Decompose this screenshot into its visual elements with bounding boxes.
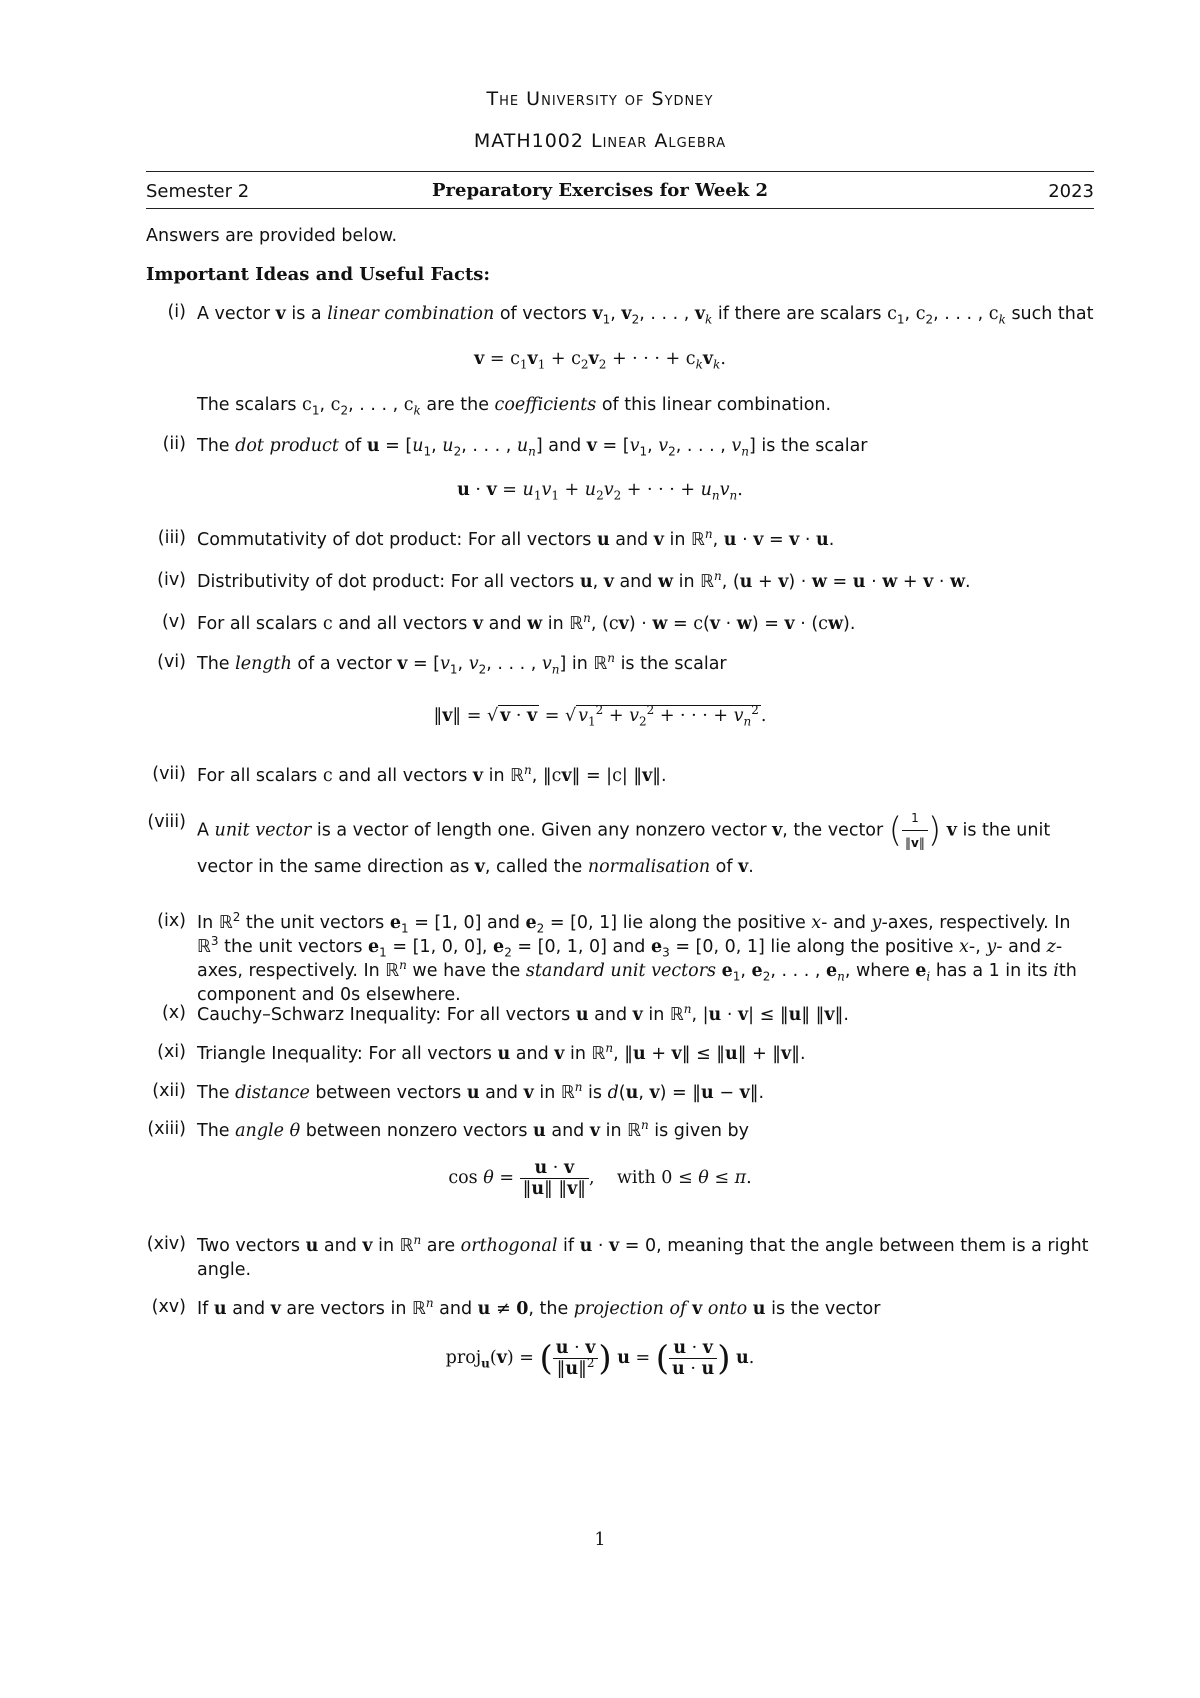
item-text: If u and v are vectors in ℝ$^n$ and u ≠ 0, the projection of v onto u is the vector [197, 1296, 881, 1319]
equation: proj$_u$(v) = ( $\frac{u \cdot v}{‖u‖^2}$ ) u = ( $\frac{u \cdot v}{u \cdot u}$ ) u. [445, 1338, 755, 1379]
item-label: (i) [167, 302, 186, 322]
item-label: (vii) [152, 764, 186, 784]
item-label: (iii) [157, 528, 186, 548]
equation: ‖v‖ = √ v · v = √ $v_1^2 + v_2^2$ + · · · + $v_n^2$ . [433, 703, 767, 729]
item-label: (xv) [151, 1297, 186, 1317]
item-text: Triangle Inequality: For all vectors u and v in ℝ$^n$, ‖u + v‖ ≤ ‖u‖ + ‖v‖. [197, 1041, 806, 1064]
year-label: 2023 [1048, 181, 1094, 202]
item-text: The angle θ between nonzero vectors u and v in ℝ$^n$ is given by [197, 1118, 750, 1141]
item-text: A vector v is a linear combination of vectors $v_1$, $v_2$, . . . , $v_k$ if there are scalars $c_1$, $c_2$, . . . , $c_k$ such that [197, 304, 1094, 327]
item-label: (iv) [157, 570, 186, 590]
course-title: MATH1002 Linear Algebra [473, 130, 727, 152]
item-label: (ii) [162, 434, 186, 454]
item-label: (vi) [157, 652, 186, 672]
item-label: (xiv) [146, 1234, 186, 1254]
header-rule-top [146, 171, 1094, 172]
item-label: (xiii) [147, 1119, 186, 1139]
university-name: The University of Sydney [486, 88, 714, 110]
item-label: (v) [161, 612, 186, 632]
equation: $v = c_1v_1 + c_2v_2$ + · · · + $c_kv_k$. [474, 349, 726, 372]
item-text: Commutativity of dot product: For all vectors u and v in ℝ$^n$, u · v = v · u. [197, 527, 835, 550]
item-label: (x) [161, 1003, 186, 1023]
header-rule-bottom [146, 208, 1094, 209]
answers-note: Answers are provided below. [146, 226, 398, 246]
item-text: The length of a vector $v = [v_1$, $v_2$, . . . , $v_n$] in ℝ$^n$ is the scalar [197, 651, 727, 677]
item-text: Distributivity of dot product: For all vectors u, v and w in ℝ$^n$, (u + v) · w = u · w + v · w. [197, 569, 971, 592]
item-label: (ix) [157, 911, 186, 931]
item-text: The dot product of $u = [u_1$, $u_2$, . . . , $u_n$] and $v = [v_1$, $v_2$, . . . , $v_n$] is the scalar [197, 436, 868, 459]
item-text: For all scalars c and all vectors v in ℝ$^n$, ‖cv‖ = |c| ‖v‖. [197, 763, 667, 786]
item-text: A unit vector is a vector of length one. Given any nonzero vector v, the vector ( $\frac{1}{‖v‖}$ ) v is the unit vector in the same direction as v, called the normalisation of v. [197, 806, 1094, 879]
sheet-title: Preparatory Exercises for Week 2 [432, 180, 768, 201]
item-label: (xi) [157, 1042, 186, 1062]
equation: cos θ = $\frac{u \cdot v}{‖u‖ ‖v‖}$ , with 0 ≤ θ ≤ π. [448, 1158, 752, 1199]
item-label: (xii) [152, 1081, 186, 1101]
item-text: Cauchy–Schwarz Inequality: For all vectors u and v in ℝ$^n$, |u · v| ≤ ‖u‖ ‖v‖. [197, 1002, 849, 1025]
item-text: Two vectors u and v in ℝ$^n$ are orthogonal if u · v = 0, meaning that the angle between them is a right angle. [197, 1233, 1089, 1280]
item-text: In ℝ$^2$ the unit vectors $e_1 = [1$, 0] and $e_2 = [0$, 1] lie along the positive x- and y-axes, respectively. In ℝ$^3$ the unit vectors $e_1 = [1$, 0, 0], $e_2 = [0$, 1, 0] and $e_3 = [0$, 0, 1] lie along the positive x-, y- and z-axes, respectively. In ℝ$^n$ we have the standard unit vectors $e_1$, $e_2$, . . . , $e_n$, where $e_i$ has a 1 in its ith component and 0s elsewhere. [197, 910, 1077, 1005]
item-text: The scalars $c_1$, $c_2$, . . . , $c_k$ are the coefficients of this linear combination. [197, 395, 832, 418]
page-number: 1 [594, 1530, 606, 1550]
item-text: The distance between vectors u and v in ℝ$^n$ is d(u, v) = ‖u − v‖. [197, 1080, 765, 1103]
item-text: For all scalars c and all vectors v and w in ℝ$^n$, (cv) · w = c(v · w) = v · (cw). [197, 611, 856, 634]
equation: $u \cdot v = u_1v_1 + u_2v_2$ + · · · + $u_nv_n$. [457, 480, 743, 503]
semester-label: Semester 2 [146, 181, 250, 202]
item-label: (viii) [147, 812, 186, 832]
section-title: Important Ideas and Useful Facts: [146, 264, 491, 285]
